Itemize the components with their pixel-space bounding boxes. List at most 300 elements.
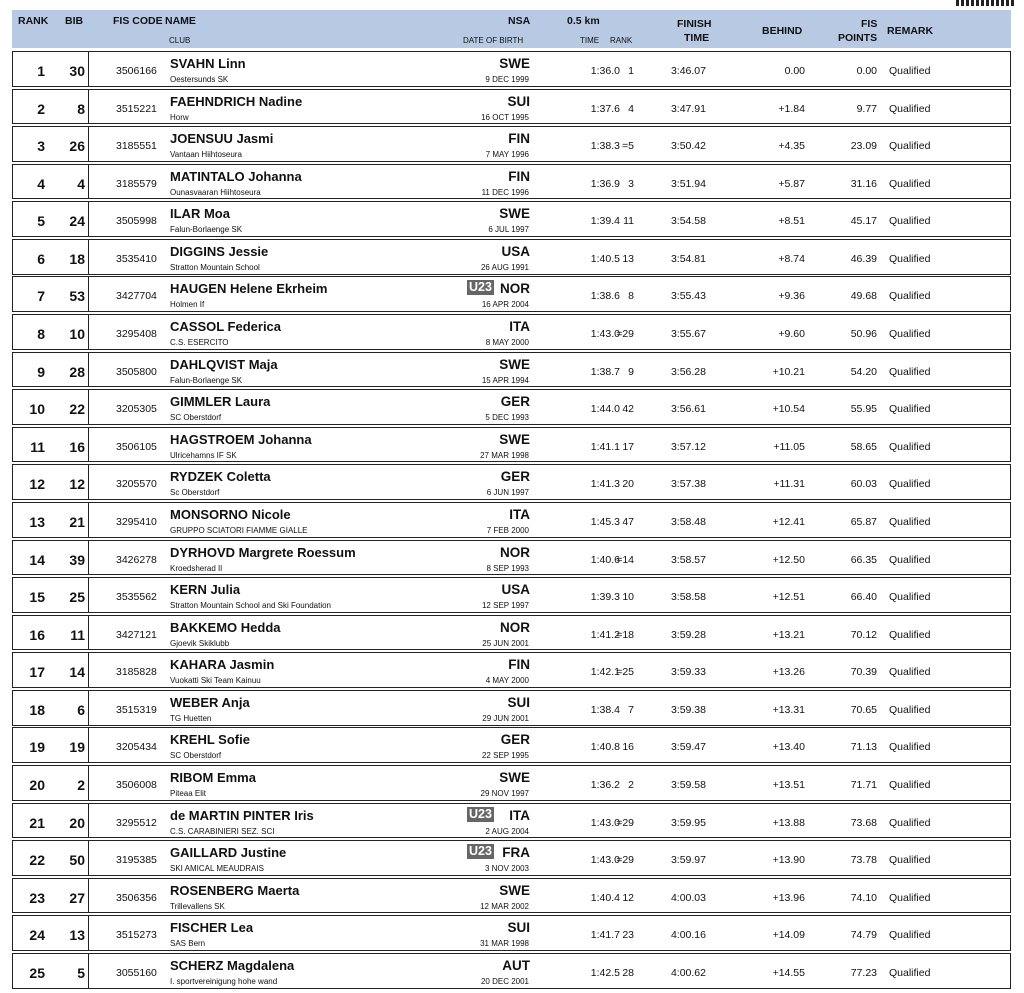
split-time: 1:36.2	[590, 778, 620, 791]
results-table-header	[12, 10, 1011, 48]
athlete-name: KREHL Sofie	[170, 732, 250, 748]
rank-cell: 19	[29, 739, 45, 756]
table-row	[12, 690, 1011, 726]
behind-time: +13.21	[772, 628, 805, 641]
behind-time: +12.41	[772, 515, 805, 528]
split-time: 1:41.1	[590, 440, 620, 453]
club-name: Kroedsherad Il	[170, 563, 223, 573]
bib-cell: 50	[69, 852, 85, 869]
split-time: 1:39.3	[590, 591, 620, 604]
behind-time: +8.74	[778, 252, 805, 265]
fis-code-cell: 3506166	[116, 65, 157, 77]
athlete-name: BAKKEMO Hedda	[170, 619, 281, 635]
behind-time: +9.60	[778, 328, 805, 341]
fis-code-cell: 3535562	[116, 591, 157, 604]
column-divider	[88, 616, 89, 650]
athlete-name: DYRHOVD Margrete Roessum	[170, 544, 356, 560]
table-row	[12, 352, 1011, 388]
u23-badge: U23	[469, 844, 492, 859]
fis-code-cell: 3515319	[116, 703, 157, 716]
fis-points: 23.09	[850, 140, 877, 153]
column-divider	[88, 277, 89, 311]
finish-time: 3:59.47	[670, 741, 706, 754]
table-row	[12, 652, 1011, 688]
fis-code-cell: 3205434	[116, 741, 157, 754]
split-rank: 20	[622, 478, 634, 491]
behind-time: +5.87	[778, 177, 805, 190]
behind-time: +13.90	[772, 854, 805, 867]
remark-cell: Qualified	[889, 102, 931, 115]
remark-cell: Qualified	[889, 816, 931, 829]
remark-cell: Qualified	[889, 215, 931, 228]
athlete-name: de MARTIN PINTER Iris	[170, 807, 314, 823]
finish-time: 3:56.61	[670, 403, 706, 416]
fis-points: 74.79	[850, 929, 877, 942]
bib-cell: 5	[77, 964, 85, 981]
date-of-birth: 8 MAY 2000	[485, 338, 529, 348]
athlete-name: RYDZEK Coletta	[170, 469, 271, 485]
rank-cell: 10	[29, 401, 45, 418]
table-row	[12, 201, 1011, 237]
header-fis: FIS	[861, 18, 878, 30]
split-rank: 2	[628, 778, 634, 791]
fis-code-cell: 3505998	[116, 215, 157, 228]
finish-time: 3:59.58	[670, 778, 706, 791]
athlete-name: DIGGINS Jessie	[170, 243, 269, 259]
column-divider	[88, 653, 89, 687]
remark-cell: Qualified	[889, 666, 931, 679]
table-row	[12, 577, 1011, 613]
rank-cell: 11	[30, 438, 45, 455]
athlete-name: HAGSTROEM Johanna	[170, 431, 312, 447]
date-of-birth: 22 SEP 1995	[481, 751, 529, 761]
bib-cell: 6	[77, 701, 85, 718]
nsa-code: AUT	[502, 957, 530, 973]
fis-points: 70.39	[850, 666, 877, 679]
finish-time: 3:55.67	[670, 328, 706, 341]
club-name: GRUPPO SCIATORI FIAMME GIALLE	[170, 525, 308, 535]
nsa-code: SUI	[507, 920, 530, 936]
split-time: 1:36.0	[590, 65, 620, 77]
fis-code-cell: 3295408	[116, 328, 157, 341]
date-of-birth: 5 DEC 1993	[485, 413, 529, 423]
fis-points: 50.96	[850, 328, 877, 341]
table-row	[12, 878, 1011, 914]
club-name: I. sportvereinigung hohe wand	[170, 976, 278, 986]
fis-code-cell: 3506105	[116, 440, 157, 453]
fis-code-cell: 3055160	[116, 966, 157, 979]
fis-code-cell: 3185828	[116, 666, 157, 679]
finish-time: 3:55.43	[670, 290, 706, 303]
behind-time: +13.26	[772, 666, 805, 679]
header-rank: RANK	[18, 15, 49, 27]
club-name: SAS Bern	[170, 939, 206, 949]
table-row	[12, 615, 1011, 651]
athlete-name: FISCHER Lea	[170, 920, 254, 936]
split-time: 1:40.4	[590, 891, 620, 904]
fis-points: 71.71	[850, 778, 877, 791]
split-time: 1:38.7	[590, 365, 620, 378]
athlete-name: GAILLARD Justine	[170, 845, 287, 861]
column-divider	[88, 202, 89, 236]
split-time: 1:41.3	[590, 478, 620, 491]
behind-time: +12.51	[772, 591, 805, 604]
split-time: 1:43.0	[590, 816, 620, 829]
finish-time: 3:56.28	[670, 365, 706, 378]
date-of-birth: 8 SEP 1993	[486, 563, 529, 573]
date-of-birth: 26 AUG 1991	[480, 262, 529, 272]
split-rank: =29	[616, 816, 634, 829]
athlete-name: ILAR Moa	[170, 206, 230, 222]
remark-cell: Qualified	[889, 553, 931, 566]
bib-cell: 30	[69, 63, 85, 79]
bib-cell: 8	[77, 100, 85, 117]
table-row	[12, 540, 1011, 576]
date-of-birth: 7 FEB 2000	[486, 525, 529, 535]
club-name: Vantaan Hiihtoseura	[170, 150, 242, 160]
bib-cell: 26	[69, 138, 85, 155]
date-of-birth: 27 MAR 1998	[480, 450, 529, 460]
nsa-code: ITA	[509, 319, 530, 335]
table-row	[12, 765, 1011, 801]
finish-time: 3:57.38	[670, 478, 706, 491]
athlete-name: MATINTALO Johanna	[170, 168, 302, 184]
split-rank: 9	[628, 365, 634, 378]
column-divider	[88, 428, 89, 462]
finish-time: 3:59.38	[670, 703, 706, 716]
club-name: C.S. ESERCITO	[170, 338, 229, 348]
athlete-name: ROSENBERG Maerta	[170, 882, 300, 898]
column-divider	[88, 691, 89, 725]
finish-time: 3:58.48	[670, 515, 706, 528]
date-of-birth: 16 APR 2004	[481, 300, 529, 310]
rank-cell: 1	[37, 63, 45, 79]
split-time: 1:41.2	[590, 628, 620, 641]
behind-time: 0.00	[784, 65, 805, 77]
finish-time: 3:59.33	[670, 666, 706, 679]
behind-time: +14.09	[772, 929, 805, 942]
fis-points: 77.23	[850, 966, 877, 979]
fis-points: 73.68	[850, 816, 877, 829]
fis-code-cell: 3295410	[116, 515, 157, 528]
remark-cell: Qualified	[889, 854, 931, 867]
column-divider	[88, 315, 89, 349]
behind-time: +11.05	[773, 440, 805, 453]
finish-time: 3:59.95	[670, 816, 706, 829]
nsa-code: SWE	[499, 356, 530, 372]
split-rank: 12	[622, 891, 634, 904]
fis-code-cell: 3205305	[116, 403, 157, 416]
bib-cell: 24	[69, 213, 85, 230]
header-finish: FINISH	[677, 18, 712, 30]
split-time: 1:38.4	[590, 703, 620, 716]
split-rank: 13	[622, 252, 634, 265]
behind-time: +10.54	[772, 403, 805, 416]
athlete-name: GIMMLER Laura	[170, 394, 271, 410]
split-time: 1:39.4	[590, 215, 620, 228]
column-divider	[88, 353, 89, 387]
finish-time: 3:54.58	[670, 215, 706, 228]
remark-cell: Qualified	[889, 252, 931, 265]
rank-cell: 20	[29, 776, 45, 793]
athlete-name: CASSOL Federica	[170, 319, 282, 335]
column-divider	[88, 578, 89, 612]
nsa-code: SWE	[499, 56, 530, 71]
column-divider	[88, 879, 89, 913]
rank-cell: 3	[37, 138, 45, 155]
club-name: Ulricehamns IF SK	[170, 450, 237, 460]
finish-time: 3:59.28	[670, 628, 706, 641]
remark-cell: Qualified	[889, 741, 931, 754]
club-name: SC Oberstdorf	[170, 413, 222, 423]
split-time: 1:37.6	[590, 102, 620, 115]
split-rank: 4	[628, 102, 634, 115]
athlete-name: KAHARA Jasmin	[170, 657, 275, 673]
club-name: C.S. CARABINIERI SEZ. SCI	[170, 826, 275, 836]
table-row	[12, 427, 1011, 463]
nsa-code: FRA	[502, 845, 530, 861]
remark-cell: Qualified	[889, 65, 931, 77]
rank-cell: 2	[37, 100, 45, 117]
fis-points: 9.77	[856, 102, 877, 115]
club-name: Trillevallens SK	[170, 901, 225, 911]
finish-time: 4:00.16	[670, 929, 706, 942]
club-name: Ounasvaaran Hiihtoseura	[170, 187, 261, 197]
finish-time: 3:50.42	[670, 140, 706, 153]
header-behind: BEHIND	[762, 25, 803, 37]
fis-points: 70.12	[850, 628, 877, 641]
club-name: Falun-Borlaenge SK	[170, 375, 243, 385]
finish-time: 3:51.94	[670, 177, 706, 190]
rank-cell: 18	[29, 701, 45, 718]
bib-cell: 10	[69, 326, 85, 343]
fis-points: 70.65	[850, 703, 877, 716]
athlete-name: WEBER Anja	[170, 694, 250, 710]
rank-cell: 17	[29, 664, 45, 681]
column-divider	[88, 841, 89, 875]
split-time: 1:43.0	[590, 328, 620, 341]
split-time: 1:40.8	[590, 741, 620, 754]
split-rank: 1	[628, 65, 634, 77]
athlete-name: RIBOM Emma	[170, 769, 256, 785]
rank-cell: 23	[29, 889, 45, 906]
finish-time: 3:54.81	[670, 252, 706, 265]
fis-code-cell: 3506356	[116, 891, 157, 904]
finish-time: 4:00.03	[670, 891, 706, 904]
fis-points: 65.87	[850, 515, 877, 528]
date-of-birth: 31 MAR 1998	[480, 939, 529, 949]
rank-cell: 6	[37, 250, 45, 267]
table-row	[12, 915, 1011, 951]
nsa-code: NOR	[500, 281, 530, 297]
column-divider	[88, 465, 89, 499]
club-name: Falun-Borlaenge SK	[170, 225, 243, 235]
split-rank: =5	[622, 140, 634, 153]
split-rank: 11	[623, 215, 634, 228]
nsa-code: GER	[500, 394, 530, 410]
nsa-code: USA	[501, 582, 530, 598]
header-split: 0.5 km	[567, 15, 600, 27]
rank-cell: 15	[29, 589, 45, 606]
split-rank: =29	[616, 854, 634, 867]
rank-cell: 13	[29, 513, 45, 530]
table-row	[12, 239, 1011, 275]
fis-code-cell: 3195385	[116, 854, 157, 867]
table-row	[12, 840, 1011, 876]
remark-cell: Qualified	[889, 403, 931, 416]
club-name: SC Oberstdorf	[170, 751, 222, 761]
header-finish-time: TIME	[684, 32, 710, 44]
athlete-name: SCHERZ Magdalena	[170, 957, 295, 973]
fis-points: 58.65	[850, 440, 877, 453]
nsa-code: SWE	[499, 431, 530, 447]
club-name: Vuokatti Ski Team Kainuu	[170, 676, 261, 686]
finish-time: 3:58.58	[670, 591, 706, 604]
bib-cell: 14	[69, 664, 85, 681]
nsa-code: GER	[500, 469, 530, 485]
split-time: 1:45.3	[590, 515, 620, 528]
date-of-birth: 2 AUG 2004	[485, 826, 529, 836]
fis-code-cell: 3515221	[116, 102, 157, 115]
fis-points: 45.17	[850, 215, 877, 228]
fis-points: 60.03	[850, 478, 877, 491]
header-fis-code: FIS CODE	[113, 15, 163, 27]
fis-points: 66.35	[850, 553, 877, 566]
fis-code-cell: 3515273	[116, 929, 157, 942]
finish-time: 3:58.57	[670, 553, 706, 566]
remark-cell: Qualified	[889, 515, 931, 528]
nsa-code: GER	[500, 732, 530, 748]
split-rank: =18	[616, 628, 634, 641]
split-time: 1:41.7	[590, 929, 620, 942]
header-split-time: TIME	[580, 36, 600, 45]
split-time: 1:42.1	[590, 666, 620, 679]
date-of-birth: 15 APR 1994	[481, 375, 529, 385]
club-name: TG Huetten	[170, 713, 212, 723]
behind-time: +13.31	[772, 703, 805, 716]
finish-time: 4:00.62	[670, 966, 706, 979]
column-divider	[88, 916, 89, 950]
table-row	[12, 276, 1011, 312]
fis-code-cell: 3185551	[116, 140, 157, 153]
nsa-code: SWE	[499, 206, 530, 222]
behind-time: +13.40	[772, 741, 805, 754]
bib-cell: 28	[69, 363, 85, 380]
split-rank: =14	[616, 553, 634, 566]
fis-code-cell: 3427704	[116, 290, 157, 303]
athlete-name: HAUGEN Helene Ekrheim	[170, 281, 328, 297]
remark-cell: Qualified	[889, 440, 931, 453]
club-name: Stratton Mountain School	[170, 262, 260, 272]
date-of-birth: 12 MAR 2002	[480, 901, 529, 911]
split-rank: 3	[628, 177, 634, 190]
bib-cell: 53	[69, 288, 85, 305]
behind-time: +8.51	[778, 215, 805, 228]
club-name: Sc Oberstdorf	[170, 488, 220, 498]
split-rank: 17	[622, 440, 634, 453]
fis-code-cell: 3505800	[116, 365, 157, 378]
finish-time: 3:46.07	[670, 65, 706, 77]
remark-cell: Qualified	[889, 628, 931, 641]
column-divider	[88, 804, 89, 838]
nsa-code: SWE	[499, 882, 530, 898]
header-bib: BIB	[65, 15, 84, 27]
nsa-code: FIN	[508, 168, 530, 184]
remark-cell: Qualified	[889, 891, 931, 904]
table-row	[12, 51, 1011, 87]
split-time: 1:40.6	[590, 553, 620, 566]
date-of-birth: 29 NOV 1997	[480, 788, 529, 798]
fis-points: 54.20	[850, 365, 877, 378]
rank-cell: 9	[37, 363, 45, 380]
date-of-birth: 6 JUL 1997	[488, 225, 529, 235]
nsa-code: SUI	[507, 93, 530, 109]
split-time: 1:38.6	[590, 290, 620, 303]
athlete-name: SVAHN Linn	[170, 56, 246, 71]
split-time: 1:38.3	[590, 140, 620, 153]
remark-cell: Qualified	[889, 140, 931, 153]
club-name: Gjoevik Skiklubb	[170, 638, 230, 648]
bib-cell: 27	[69, 889, 85, 906]
remark-cell: Qualified	[889, 703, 931, 716]
athlete-name: KERN Julia	[170, 582, 241, 598]
split-time: 1:36.9	[590, 177, 620, 190]
header-dob: DATE OF BIRTH	[463, 36, 524, 45]
date-of-birth: 12 SEP 1997	[481, 601, 529, 611]
column-divider	[88, 541, 89, 575]
table-row	[12, 464, 1011, 500]
club-name: Holmen If	[170, 300, 205, 310]
rank-cell: 22	[29, 852, 45, 869]
behind-time: +4.35	[778, 140, 805, 153]
u23-badge: U23	[469, 806, 492, 821]
rank-cell: 7	[37, 288, 45, 305]
table-row	[12, 89, 1011, 125]
date-of-birth: 20 DEC 2001	[480, 976, 529, 986]
athlete-name: JOENSUU Jasmi	[170, 131, 274, 147]
finish-time: 3:47.91	[670, 102, 706, 115]
nsa-code: SWE	[499, 769, 530, 785]
bib-cell: 4	[77, 175, 85, 192]
rank-cell: 14	[29, 551, 45, 568]
bib-cell: 11	[70, 626, 85, 643]
remark-cell: Qualified	[889, 365, 931, 378]
split-time: 1:42.5	[590, 966, 620, 979]
behind-time: +14.55	[772, 966, 805, 979]
behind-time: +10.21	[772, 365, 805, 378]
date-of-birth: 6 JUN 1997	[486, 488, 529, 498]
rank-cell: 21	[29, 814, 45, 831]
table-row	[12, 126, 1011, 162]
fis-code-cell: 3426278	[116, 553, 157, 566]
athlete-name: DAHLQVIST Maja	[170, 356, 278, 372]
bib-cell: 2	[77, 776, 85, 793]
date-of-birth: 9 DEC 1999	[485, 75, 529, 84]
fis-code-cell: 3185579	[116, 177, 157, 190]
date-of-birth: 7 MAY 1996	[485, 150, 529, 160]
results-table	[12, 51, 1011, 990]
split-time: 1:43.0	[590, 854, 620, 867]
split-rank: 10	[622, 591, 634, 604]
split-rank: 16	[622, 741, 634, 754]
fis-code-cell: 3506008	[116, 778, 157, 791]
date-of-birth: 16 OCT 1995	[481, 112, 529, 122]
remark-cell: Qualified	[889, 966, 931, 979]
column-divider	[88, 127, 89, 161]
behind-time: +1.84	[778, 102, 805, 115]
bib-cell: 16	[69, 438, 85, 455]
rank-cell: 4	[37, 175, 45, 192]
